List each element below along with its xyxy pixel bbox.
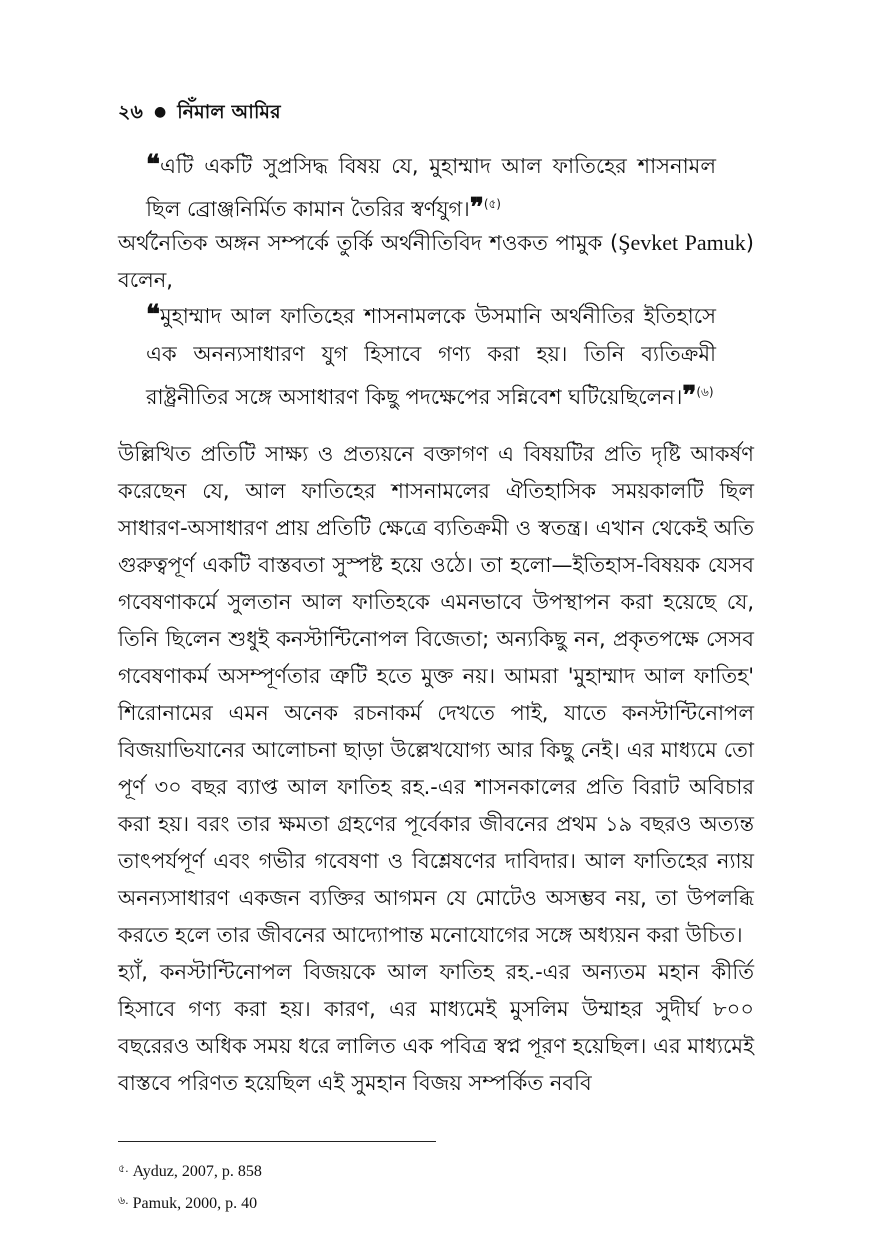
footnote-number: ৬. [118, 1194, 129, 1207]
footnote-ref: (৫) [483, 197, 501, 211]
footnote-divider [118, 1141, 436, 1142]
footnote-text: Ayduz, 2007, p. 858 [132, 1163, 262, 1180]
footnote-5 [118, 1160, 262, 1181]
bullet-separator: ● [153, 104, 167, 120]
close-quote-icon: ❞ [682, 381, 697, 411]
paragraph-intro [118, 224, 754, 299]
page-number: ২৬ [118, 101, 144, 123]
paragraph-tail: ) বলেন, [118, 231, 754, 292]
close-quote-icon: ❞ [469, 193, 484, 223]
open-quote-icon: ❝ [146, 150, 160, 180]
block-quote-2 [146, 296, 716, 416]
latin-name: Şevket Pamuk [618, 230, 746, 255]
paragraph-main: উল্লিখিত প্রতিটি সাক্ষ্য ও প্রত্যয়নে বক্তাগণ এ বিষয়টির প্রতি দৃষ্টি আকর্ষণ করেছেন যে, আল ফাতিহের শাসনামলের ঐতিহাসিক সময়কালটি ছিল সাধারণ-অসাধারণ প্রায় প্রতিটি ক্ষেত্রে ব্যতিক্রমী ও স্বতন্ত্র। এখান থেকেই অতি গুরুত্বপূর্ণ একটি বাস্তবতা সুস্পষ্ট হয়ে ওঠে। তা হলো—ইতিহাস-বিষয়ক যেসব গবেষণাকর্মে সুলতান আল ফাতিহকে এমনভাবে উপস্থাপন করা হয়েছে যে, তিনি ছিলেন শুধুই কনস্টান্টিনোপল বিজেতা; অন্যকিছু নন, প্রকৃতপক্ষে সেসব গবেষণাকর্ম অসম্পূর্ণতার ত্রুটি হতে মুক্ত নয়। আমরা 'মুহাম্মাদ আল ফাতিহ' শিরোনামের এমন অনেক রচনাকর্ম দেখতে পাই, যাতে কনস্টান্টিনোপল বিজয়াভিযানের আলোচনা ছাড়া উল্লেখযোগ্য আর কিছু নেই। এর মাধ্যমে তো পূর্ণ ৩০ বছর ব্যাপ্ত আল ফাতিহ রহ.-এর শাসনকালের প্রতি বিরাট অবিচার করা হয়। বরং তার ক্ষমতা গ্রহণের পূর্বেকার জীবনের প্রথম ১৯ বছরও অত্যন্ত তাৎপর্যপূর্ণ এবং গভীর গবেষণা ও বিশ্লেষণের দাবিদার। আল ফাতিহের ন্যায় অনন্যসাধারণ একজন ব্যক্তির আগমন যে মোটেও অসম্ভব নয়, তা উপলব্ধি করতে হলে তার জীবনের আদ্যোপান্ত মনোযোগের সঙ্গে অধ্যয়ন করা উচিত। [118, 442, 754, 947]
quote-text: এটি একটি সুপ্রসিদ্ধ বিষয় যে, মুহাম্মাদ আল ফাতিহের শাসনামল ছিল ব্রোঞ্জনির্মিত কামান তৈরির স্বর্ণযুগ। [146, 154, 716, 221]
quote-text: মুহাম্মাদ আল ফাতিহের শাসনামলকে উসমানি অর্থনীতির ইতিহাসে এক অনন্যসাধারণ যুগ হিসাবে গণ্য করা হয়। তিনি ব্যতিক্রমী রাষ্ট্রনীতির সঙ্গে অসাধারণ কিছু পদক্ষেপের সন্নিবেশ ঘটিয়েছিলেন। [146, 304, 716, 409]
paragraph-text: অর্থনৈতিক অঙ্গন সম্পর্কে তুর্কি অর্থনীতিবিদ শওকত পামুক ( [118, 231, 619, 255]
running-header [118, 98, 281, 130]
paragraph-conquest: হ্যাঁ, কনস্টান্টিনোপল বিজয়কে আল ফাতিহ রহ.-এর অন্যতম মহান কীর্তি হিসাবে গণ্য করা হয়। কারণ, এর মাধ্যমেই মুসলিম উম্মাহর সুদীর্ঘ ৮০০ বছরেরও অধিক সময় ধরে লালিত এক পবিত্র স্বপ্ন পূরণ হয়েছিল। এর মাধ্যমেই বাস্তবে পরিণত হয়েছিল এই সুমহান বিজয় সম্পর্কিত নববি [118, 960, 754, 1095]
footnote-text: Pamuk, 2000, p. 40 [132, 1195, 258, 1212]
block-quote-1 [146, 146, 716, 228]
footnote-6 [118, 1192, 257, 1213]
open-quote-icon: ❝ [146, 300, 160, 330]
book-title: নিঁমাল আমির [177, 101, 281, 123]
footnote-number: ৫. [118, 1162, 129, 1175]
footnote-ref: (৬) [696, 385, 714, 399]
